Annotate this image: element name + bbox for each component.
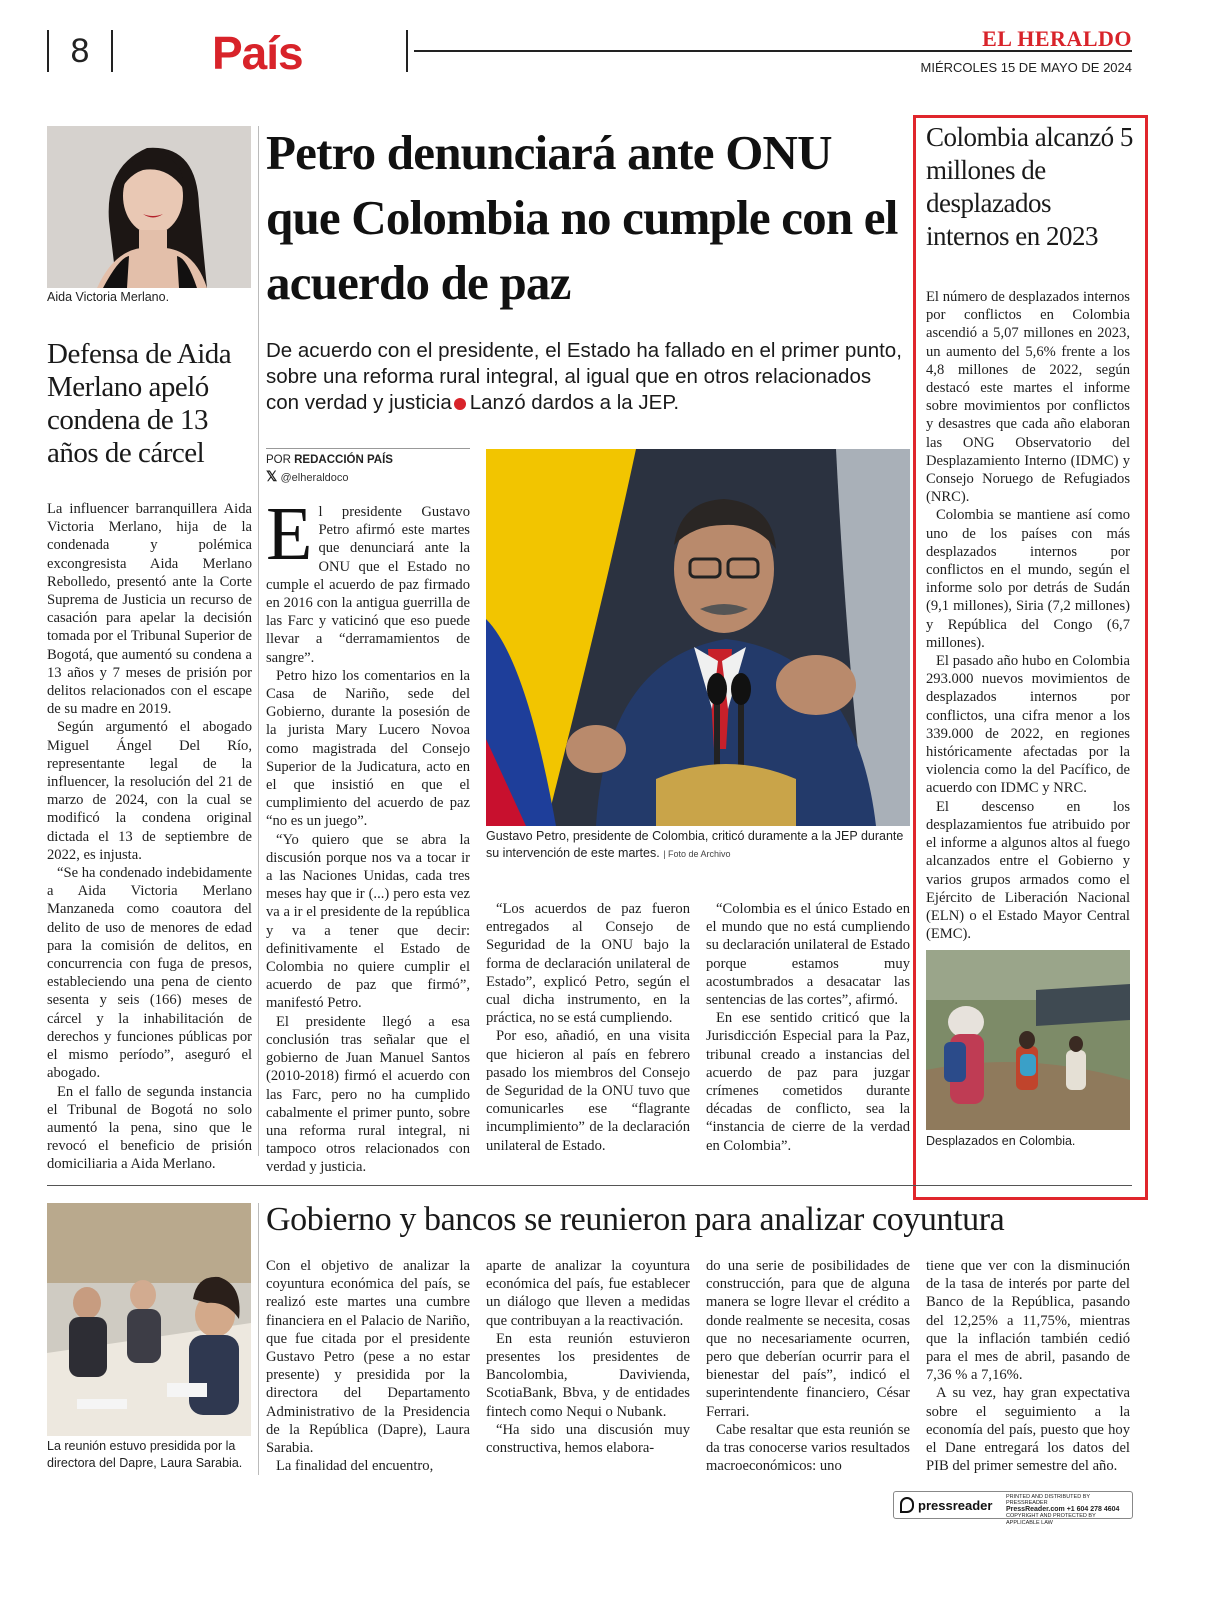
meeting-photo-caption: La reunión estuvo presidida por la directora del Dapre, Laura Sarabia. <box>47 1439 243 1470</box>
bottom-headline[interactable]: Gobierno y bancos se reunieron para analizar coyuntura <box>266 1201 1005 1238</box>
sidebar-paragraph: Colombia se mantiene así como uno de los países con más desplazados internos por conflictos en el mundo, según el informe solo por detrás de Sudán (9,1 millones), Siria (7,2 millones) y República del Congo (6,7 millones). <box>926 507 1130 651</box>
main-headline[interactable]: Petro denunciará ante ONU que Colombia no cumple con el acuerdo de paz <box>266 125 898 310</box>
sidebar-headline[interactable]: Colombia alcanzó 5 millones de desplazados internos en 2023 <box>926 122 1133 251</box>
bottom-story-column-1 <box>266 1257 470 1475</box>
bottom-story-column-3 <box>706 1257 910 1475</box>
portrait-illustration <box>47 126 251 288</box>
bottom-story-column-2 <box>486 1257 690 1457</box>
main-paragraph: “Los acuerdos de paz fueron entregados al Consejo de Seguridad de la ONU bajo la forma de declaración unilateral de Estado”, explicó Petro, según el cual dicha instrumento, en la práctica, no se está cumpliendo. <box>486 901 690 1027</box>
pressreader-line3: COPYRIGHT AND PROTECTED BY APPLICABLE LAW <box>1006 1513 1096 1526</box>
sidebar-paragraph: El número de desplazados internos por conflictos en Colombia ascendió a 5,07 millones en 2023, un aumento del 5,6% frente a los 4,8 millones de 2022, según destacó este martes el informe sobre movimientos por conflictos y desastres que cada año elaboran las ONG Observatorio del Desplazamiento Interno (IDMC) y Consejo Noruego de Refugiados (NRC). <box>926 289 1130 506</box>
bottom-story-column-4 <box>926 1257 1130 1475</box>
aida-paragraph: “Se ha condenado indebidamente a Aida Victoria Merlano Manzaneda como coautora del delito de uso de menores de edad para la comisión de delitos, en concurrencia con fuga de presos, estableciendo una pena de ciento sesenta y seis (166) meses de cárcel y la inhabilitación de derechos y funciones públicas por el mismo período”, aseguró el abogado. <box>47 865 252 1082</box>
aida-paragraph: La influencer barranquillera Aida Victoria Merlano, hija de la condenada y polémica excongresista Aida Merlano Rebolledo, presentó ante la Corte Suprema de Justicia un recurso de casación para apelar la decisión tomada por el Tribunal Superior de Bogotá, que aumentó su condena a 13 años y 7 meses de prisión por delitos relacionados con el escape de su madre en 2019. <box>47 501 252 718</box>
bottom-paragraph: “Ha sido una discusión muy constructiva, hemos elabora- <box>486 1421 690 1457</box>
bottom-paragraph: do una serie de posibilidades de construcción, para que de alguna manera se logre llevar el crédito a donde realmente se necesita, cosas que no necesariamente ocurren, pero que deberían ocurrir para el bienestar del país”, indicó el superintendente financiero, César Ferrari. <box>706 1258 910 1420</box>
pressreader-line2: PressReader.com +1 604 278 4604 <box>1006 1505 1120 1513</box>
byline-author: REDACCIÓN PAÍS <box>294 454 393 466</box>
petro-photo-caption <box>486 828 910 863</box>
pressreader-badge[interactable] <box>893 1491 1133 1526</box>
aida-headline[interactable]: Defensa de Aida Merlano apeló condena de 13 años de cárcel <box>47 338 232 469</box>
lead-text: l presidente Gustavo Petro afirmó este martes que denunciará ante la ONU que el Estado no cumple el acuerdo de paz firmado en 2016 con la antigua guerrilla de las Farc y vaticinó que eso puede llevar a “derramamientos de sangre”. <box>266 504 470 666</box>
aida-paragraph: En el fallo de segunda instancia el Tribunal de Bogotá no solo aumentó la pena, sino que le revocó el beneficio de prisión domiciliaria a Aida Merlano. <box>47 1083 252 1173</box>
meeting-photo[interactable] <box>47 1203 251 1436</box>
byline-prefix: POR <box>266 454 291 466</box>
pressreader-mark-icon <box>900 1497 914 1513</box>
section-title: País <box>212 27 303 79</box>
section-divider <box>47 1185 1132 1186</box>
column-divider <box>258 126 259 1156</box>
main-paragraph: Por eso, añadió, en una visita que hicieron al país en febrero pasado los miembros del Consejo de Seguridad de la ONU tuvo que comunicarles ese “flagrante incumplimiento” de la declaración unilateral de Estado. <box>486 1028 690 1154</box>
petro-photo[interactable] <box>486 449 910 826</box>
header-divider <box>406 30 408 72</box>
bottom-paragraph: En esta reunión estuvieron presentes los presidentes de Bancolombia, Davivienda, ScotiaBank, Bbva, y de entidades fintech como Nequi o Nubank. <box>486 1330 690 1420</box>
bottom-paragraph: aparte de analizar la coyuntura económica del país, fue establecer un diálogo que lleven a medidas que contribuyan a la reactivación. <box>486 1258 690 1329</box>
main-paragraph: “Colombia es el único Estado en el mundo que no está cumpliendo su declaración unilateral de Estado porque estamos muy acostumbrados a desacatar las sentencias de las cortes”, afirmó. <box>706 901 910 1009</box>
main-story-column-3 <box>706 900 910 1155</box>
displaced-photo-caption: Desplazados en Colombia. <box>926 1134 1076 1148</box>
aida-photo-caption: Aida Victoria Merlano. <box>47 290 170 304</box>
displaced-people-photo[interactable] <box>926 950 1130 1130</box>
aida-merlano-photo[interactable] <box>47 126 251 288</box>
lead-paragraph <box>266 492 470 667</box>
bottom-paragraph: La finalidad del encuentro, <box>276 1458 434 1475</box>
byline-handle[interactable]: @elheraldoco <box>280 472 349 484</box>
main-subhead <box>266 338 906 416</box>
aida-story-body <box>47 500 252 1174</box>
subhead-text: De acuerdo con el presidente, el Estado ha fallado en el primer punto, sobre una reforma rural integral, al igual que en otros relacionados con verdad y justicia <box>266 339 902 414</box>
x-logo-icon: 𝕏 <box>266 468 278 484</box>
main-paragraph: El presidente llegó a esa conclusión tras señalar que el gobierno de Juan Manuel Santos (2010-2018) firmó el acuerdo con las Farc, pero no ha cumplido cabalmente el primer punto, sobre una reforma rural integral, ni tampoco otros relacionados con verdad y justicia. <box>266 1013 470 1176</box>
bottom-paragraph: A su vez, hay gran expectativa sobre el seguimiento a la economía del país, puesto que hoy el Dane entregará los datos del PIB del primer semestre del año. <box>926 1385 1130 1475</box>
column-divider <box>258 1203 259 1475</box>
dropcap: E <box>266 492 313 576</box>
caption-text: Gustavo Petro, presidente de Colombia, criticó duramente a la JEP durante su intervención de este martes. <box>486 829 904 860</box>
bottom-paragraph: Con el objetivo de analizar la coyuntura económica del país, se realizó este martes una cumbre financiera en el Palacio de Nariño, que fue citada por el presidente Gustavo Petro (pese a no estar presente) y presidida por la directora del Departamento Administrativo de la Presidencia de la República (Dapre), Laura Sarabia. <box>266 1258 470 1457</box>
sidebar-paragraph: El descenso en los desplazamientos fue atribuido por el informe a algunos altos al fuego alcanzados entre el Gobierno y varios grupos armados como el Ejército de Liberación Nacional (ELN) o el Estado Mayor Central (EMC). <box>926 798 1130 943</box>
byline-rule <box>266 448 470 449</box>
pressreader-line1: PRINTED AND DISTRIBUTED BY PRESSREADER <box>1006 1494 1090 1507</box>
aida-paragraph: Según argumentó el abogado Miguel Ángel Del Río, representante legal de la influencer, la resolución del 21 de marzo de 2024, con la cual se modificó la condena original dictada el 13 de septiembre de 2022, es injusta. <box>47 719 252 863</box>
page-number: 8 <box>47 30 113 72</box>
byline <box>266 452 393 486</box>
main-story-column-2 <box>486 900 690 1155</box>
speaker-illustration <box>486 449 910 826</box>
bottom-paragraph: Cabe resaltar que esta reunión se da tras conocerse varios resultados macroeconómicos: uno <box>706 1421 910 1475</box>
subhead-kicker: Lanzó dardos a la JEP. <box>469 391 680 414</box>
photo-credit: | Foto de Archivo <box>663 849 731 859</box>
main-story-column-1 <box>266 492 470 1177</box>
main-paragraph: “Yo quiero que se abra la discusión porque nos va a tocar ir a las Naciones Unidas, cada tres meses hay que ir (...) pero esta vez va a ir el presidente de la república y va a tener que decir: definitivamente el Estado de Colombia no quiere cumplir el acuerdo de paz que firmó”, manifestó Petro. <box>266 831 470 1012</box>
displaced-illustration <box>926 950 1130 1130</box>
main-paragraph: En ese sentido criticó que la Jurisdicción Especial para la Paz, tribunal creado a instancias del acuerdo de paz para juzgar crímenes cometidos durante décadas de conflicto, sea la “instancia de cierre de la verdad en Colombia”. <box>706 1010 910 1154</box>
pressreader-logo <box>900 1497 992 1513</box>
pressreader-notice <box>1006 1494 1130 1526</box>
sidebar-body <box>926 288 1130 943</box>
pressreader-brand: pressreader <box>918 1498 993 1513</box>
publication-date: MIÉRCOLES 15 DE MAYO DE 2024 <box>920 60 1132 75</box>
masthead-logo[interactable]: EL HERALDO <box>982 26 1132 51</box>
sidebar-paragraph: El pasado año hubo en Colombia 293.000 nuevos movimientos de desplazados internos por conflictos, una cifra menor a los 339.000 de 2022, en regiones históricamente afectadas por la violencia como la del Pacífico, de acuerdo con IDMC y NRC. <box>926 653 1130 797</box>
bottom-paragraph: tiene que ver con la disminución de la tasa de interés por parte del Banco de la República, pasando del 12,25% a 11,75%, mientras que la inflación también cedió para el mes de abril, pasando de 7,36 % a 7,16%. <box>926 1258 1130 1384</box>
meeting-illustration <box>47 1203 251 1436</box>
main-paragraph: Petro hizo los comentarios en la Casa de Nariño, sede del Gobierno, durante la posesión de la jurista Mary Lucero Novoa como magistrada del Consejo Superior de la Judicatura, acto en el que insistió en que el cumplimiento del acuerdo de paz “no es un juego”. <box>266 667 470 830</box>
bullet-dot-icon <box>454 398 466 410</box>
